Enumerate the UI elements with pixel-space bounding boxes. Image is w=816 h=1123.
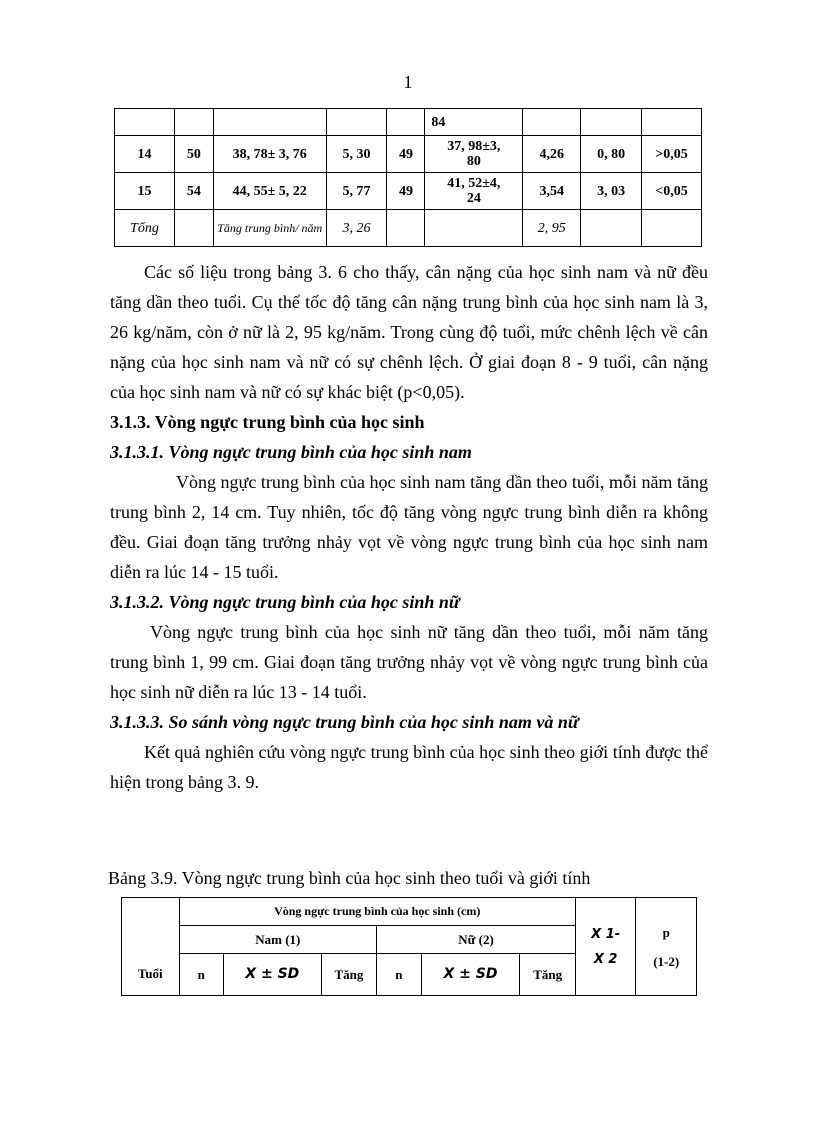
table-cell: 37, 98±3, 80 bbox=[425, 136, 523, 173]
table-cell: 49 bbox=[387, 136, 425, 173]
paragraph-male-chest: Vòng ngực trung bình của học sinh nam tăng dần theo tuổi, mỗi năm tăng trung bình 2, 14 cm. Tuy nhiên, tốc độ tăng vòng ngực trung bình diễn ra không đều. Giai đoạn tăng trưởng nhảy vọt về vòng ngực trung bình của học sinh nam diễn ra lúc 14 - 15 tuổi. bbox=[110, 472, 708, 582]
subsection-heading-3-1-3-2: 3.1.3.2. Vòng ngực trung bình của học sinh nữ bbox=[110, 592, 460, 612]
table-row bbox=[122, 898, 697, 926]
table-cell: Tăng trung bình/ năm bbox=[213, 210, 326, 247]
diff-bottom-label: X 2 bbox=[593, 951, 618, 967]
column-group-header: Vòng ngực trung bình của học sinh (cm) bbox=[179, 898, 575, 926]
column-header-nam: Nam (1) bbox=[179, 926, 377, 954]
table-cell: 3, 03 bbox=[581, 173, 642, 210]
table-cell: 5, 77 bbox=[326, 173, 387, 210]
table-cell: 3,54 bbox=[523, 173, 581, 210]
chest-table-header bbox=[121, 897, 697, 996]
diff-top-label: X 1- bbox=[591, 926, 621, 942]
p-top-label: p bbox=[662, 924, 670, 940]
table-cell: 14 bbox=[115, 136, 175, 173]
table-cell: 84 bbox=[425, 109, 523, 136]
table-cell: 5, 30 bbox=[326, 136, 387, 173]
column-header-xsd-nam: X ± SD bbox=[223, 954, 321, 996]
table-cell: <0,05 bbox=[642, 173, 702, 210]
column-header-diff bbox=[575, 898, 636, 996]
table-cell bbox=[387, 109, 425, 136]
table-cell bbox=[174, 210, 213, 247]
table-caption: Bảng 3.9. Vòng ngực trung bình của học sinh theo tuổi và giới tính bbox=[108, 868, 591, 888]
table-cell: 54 bbox=[174, 173, 213, 210]
table-cell: 49 bbox=[387, 173, 425, 210]
paragraph-comparison: Kết quả nghiên cứu vòng ngực trung bình của học sinh theo giới tính được thể hiện trong bảng 3. 9. bbox=[110, 742, 708, 792]
table-cell: 0, 80 bbox=[581, 136, 642, 173]
column-header-p bbox=[636, 898, 697, 996]
column-header-tuoi: Tuổi bbox=[122, 898, 180, 996]
column-header-tang-nu: Tăng bbox=[520, 954, 575, 996]
table-cell bbox=[425, 210, 523, 247]
table-cell bbox=[581, 210, 642, 247]
table-cell: >0,05 bbox=[642, 136, 702, 173]
table-cell bbox=[642, 109, 702, 136]
table-cell bbox=[174, 109, 213, 136]
table-cell bbox=[523, 109, 581, 136]
table-cell bbox=[213, 109, 326, 136]
column-header-n-nu: n bbox=[377, 954, 421, 996]
section-heading-3-1-3: 3.1.3. Vòng ngực trung bình của học sinh bbox=[110, 412, 425, 432]
table-row bbox=[115, 109, 702, 136]
table-cell: 44, 55± 5, 22 bbox=[213, 173, 326, 210]
table-cell bbox=[387, 210, 425, 247]
paragraph-weight-summary: Các số liệu trong bảng 3. 6 cho thấy, cân nặng của học sinh nam và nữ đều tăng dần theo tuổi. Cụ thể tốc độ tăng cân nặng trung bình của học sinh nam là 3, 26 kg/năm, còn ở nữ là 2, 95 kg/năm. Trong cùng độ tuổi, mức chênh lệch về cân nặng của học sinh nam và nữ có sự chênh lệch. Ở giai đoạn 8 - 9 tuổi, cân nặng của học sinh nam và nữ có sự khác biệt (p<0,05). bbox=[110, 262, 708, 402]
subsection-heading-3-1-3-3: 3.1.3.3. So sánh vòng ngực trung bình của học sinh nam và nữ bbox=[110, 712, 579, 732]
table-cell bbox=[581, 109, 642, 136]
table-row bbox=[115, 173, 702, 210]
table-cell: 38, 78± 3, 76 bbox=[213, 136, 326, 173]
table-cell: 4,26 bbox=[523, 136, 581, 173]
p-bottom-label: (1-2) bbox=[653, 953, 680, 969]
paragraph-female-chest: Vòng ngực trung bình của học sinh nữ tăng dần theo tuổi, mỗi năm tăng trung bình 1, 99 cm. Giai đoạn tăng trưởng nhảy vọt về vòng ngực trung bình của học sinh nữ diễn ra lúc 13 - 14 tuổi. bbox=[110, 622, 708, 702]
subsection-heading-3-1-3-1: 3.1.3.1. Vòng ngực trung bình của học sinh nam bbox=[110, 442, 472, 462]
column-header-tang-nam: Tăng bbox=[321, 954, 376, 996]
body-text bbox=[110, 257, 708, 797]
table-cell: 41, 52±4, 24 bbox=[425, 173, 523, 210]
column-header-n-nam: n bbox=[179, 954, 223, 996]
table-cell bbox=[326, 109, 387, 136]
column-header-xsd-nu: X ± SD bbox=[421, 954, 520, 996]
table-cell: Tổng bbox=[115, 210, 175, 247]
table-cell: 50 bbox=[174, 136, 213, 173]
table-cell bbox=[115, 109, 175, 136]
table-row bbox=[115, 210, 702, 247]
table-cell bbox=[642, 210, 702, 247]
table-cell: 15 bbox=[115, 173, 175, 210]
column-header-nu: Nữ (2) bbox=[377, 926, 576, 954]
table-cell: 3, 26 bbox=[326, 210, 387, 247]
page-number: 1 bbox=[403, 72, 413, 92]
table-cell: 2, 95 bbox=[523, 210, 581, 247]
weight-table-continuation bbox=[114, 108, 702, 247]
table-row bbox=[115, 136, 702, 173]
